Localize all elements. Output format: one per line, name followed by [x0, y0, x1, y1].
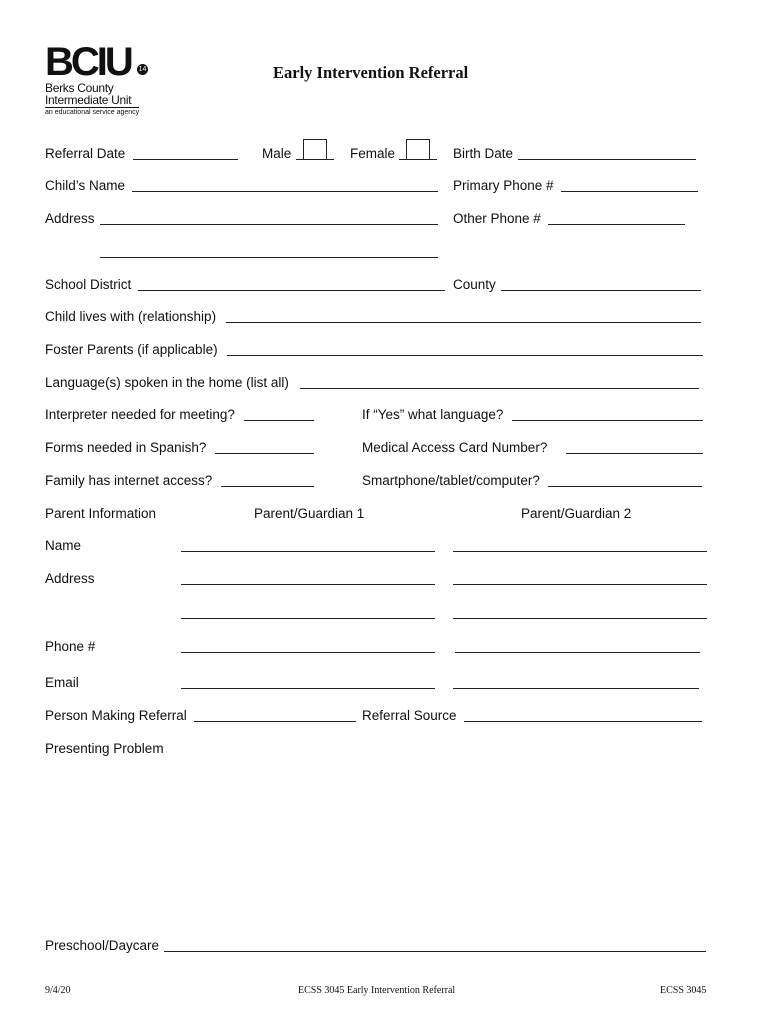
child-lives-with-line[interactable] — [226, 322, 701, 323]
if-yes-language-line[interactable] — [512, 420, 703, 421]
childs-name-label: Child’s Name — [45, 178, 126, 193]
primary-phone-label: Primary Phone # — [453, 178, 554, 193]
address-line-2[interactable] — [100, 257, 438, 258]
logo-line-2: Intermediate Unit — [45, 93, 132, 107]
parent-email-label: Email — [45, 675, 79, 690]
county-line[interactable] — [501, 290, 701, 291]
person-making-referral-label: Person Making Referral — [45, 708, 187, 723]
referral-source-line[interactable] — [464, 721, 702, 722]
female-label: Female — [350, 146, 396, 161]
person-making-referral-line[interactable] — [194, 721, 356, 722]
internet-line[interactable] — [221, 486, 314, 487]
male-label: Male — [262, 146, 292, 161]
school-district-label: School District — [45, 277, 132, 292]
parent1-name-line[interactable] — [181, 551, 435, 552]
referral-date-line[interactable] — [133, 159, 238, 160]
footer-form-code: ECSS 3045 — [660, 985, 707, 996]
parent2-phone-line[interactable] — [455, 652, 700, 653]
county-label: County — [453, 277, 496, 292]
child-lives-with-label: Child lives with (relationship) — [45, 309, 217, 324]
address-label: Address — [45, 211, 95, 226]
parent1-phone-line[interactable] — [181, 652, 435, 653]
parent2-address-line-2[interactable] — [453, 618, 707, 619]
birth-date-line[interactable] — [518, 159, 696, 160]
medical-access-label: Medical Access Card Number? — [362, 440, 548, 455]
presenting-problem-label: Presenting Problem — [45, 741, 164, 756]
if-yes-language-label: If “Yes” what language? — [362, 407, 504, 422]
parent-guardian-1-header: Parent/Guardian 1 — [254, 506, 365, 521]
school-district-line[interactable] — [138, 290, 445, 291]
footer-form-title: ECSS 3045 Early Intervention Referral — [298, 985, 456, 996]
interpreter-line[interactable] — [244, 420, 314, 421]
presenting-problem-area[interactable] — [45, 762, 705, 922]
foster-parents-label: Foster Parents (if applicable) — [45, 342, 218, 357]
footer-date: 9/4/20 — [45, 985, 71, 996]
forms-spanish-line[interactable] — [215, 453, 314, 454]
languages-line[interactable] — [300, 388, 699, 389]
logo-mark: BCIU — [45, 40, 131, 84]
form-title: Early Intervention Referral — [273, 63, 469, 82]
other-phone-label: Other Phone # — [453, 211, 541, 226]
interpreter-label: Interpreter needed for meeting? — [45, 407, 235, 422]
medical-access-line[interactable] — [566, 453, 703, 454]
smartphone-label: Smartphone/tablet/computer? — [362, 473, 540, 488]
parent1-email-line[interactable] — [181, 688, 435, 689]
languages-label: Language(s) spoken in the home (list all) — [45, 375, 289, 390]
logo-tagline: an educational service agency — [45, 109, 140, 116]
referral-source-label: Referral Source — [362, 708, 457, 723]
bciu-logo — [45, 40, 147, 117]
male-checkbox[interactable] — [303, 139, 327, 160]
preschool-daycare-line[interactable] — [164, 951, 706, 952]
parent2-name-line[interactable] — [453, 551, 707, 552]
foster-parents-line[interactable] — [227, 355, 703, 356]
logo-number: 14 — [138, 66, 147, 73]
smartphone-line[interactable] — [548, 486, 702, 487]
forms-spanish-label: Forms needed in Spanish? — [45, 440, 207, 455]
other-phone-line[interactable] — [548, 224, 685, 225]
referral-date-label: Referral Date — [45, 146, 126, 161]
childs-name-line[interactable] — [132, 191, 438, 192]
parent-phone-label: Phone # — [45, 639, 96, 654]
parent-info-header: Parent Information — [45, 506, 157, 521]
birth-date-label: Birth Date — [453, 146, 514, 161]
parent1-address-line-1[interactable] — [181, 584, 435, 585]
parent-name-label: Name — [45, 538, 82, 553]
parent2-address-line-1[interactable] — [453, 584, 707, 585]
primary-phone-line[interactable] — [561, 191, 698, 192]
parent-guardian-2-header: Parent/Guardian 2 — [521, 506, 632, 521]
address-line-1[interactable] — [100, 224, 438, 225]
parent-address-label: Address — [45, 571, 95, 586]
internet-label: Family has internet access? — [45, 473, 213, 488]
preschool-daycare-label: Preschool/Daycare — [45, 938, 160, 953]
female-checkbox[interactable] — [406, 139, 430, 160]
logo-line-1: Berks County — [45, 81, 114, 95]
logo-number-badge — [137, 64, 148, 75]
parent2-email-line[interactable] — [453, 688, 699, 689]
parent1-address-line-2[interactable] — [181, 618, 435, 619]
